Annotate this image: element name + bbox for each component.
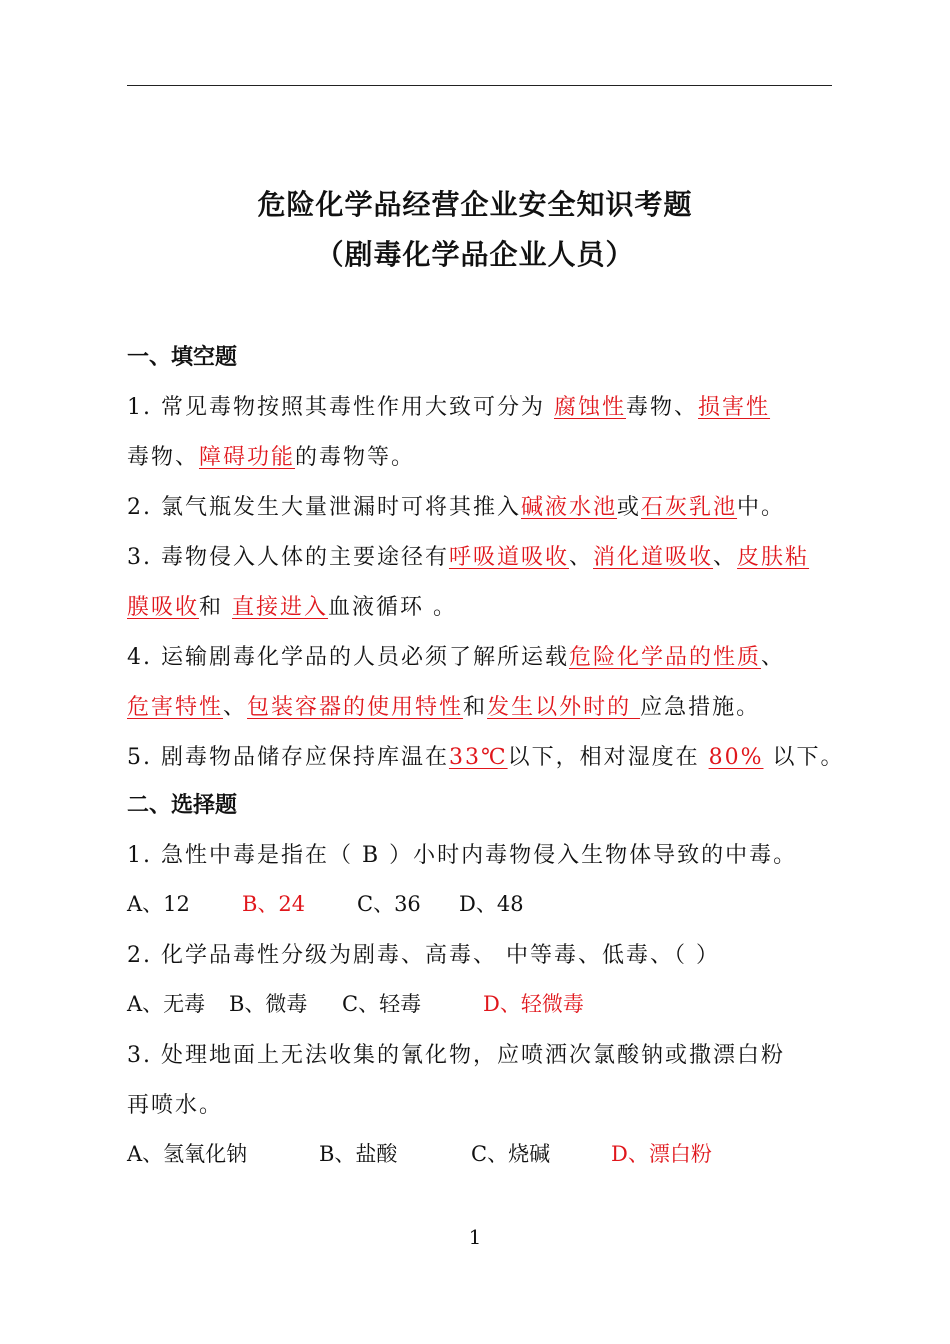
fill-q4-line2: 危害特性、包装容器的使用特性和发生以外时的 应急措施。	[127, 695, 761, 720]
section-heading-choice: 二、选择题	[127, 793, 238, 818]
option-c: C、36	[357, 892, 421, 916]
option-a: A、12	[127, 892, 190, 916]
choice-q1-text: 1. 急性中毒是指在（ B ）小时内毒物侵入生物体导致的中毒。	[127, 843, 798, 868]
fill-q2: 2. 氯气瓶发生大量泄漏时可将其推入碱液水池或石灰乳池中。	[127, 495, 786, 520]
fill-q4-line1: 4. 运输剧毒化学品的人员必须了解所运载危险化学品的性质、	[127, 645, 786, 670]
fill-q3-line2: 膜吸收和 直接进入血液循环 。	[127, 595, 458, 620]
fill-q1-line2: 毒物、障碍功能的毒物等。	[127, 445, 416, 470]
option-d-correct: D、漂白粉	[611, 1142, 712, 1166]
answer: 危害特性	[127, 695, 224, 720]
document-subtitle: （剧毒化学品企业人员）	[315, 238, 635, 271]
fill-q1-line1: 1. 常见毒物按照其毒性作用大致可分为 腐蚀性毒物、损害性	[127, 395, 771, 420]
answer: 消化道吸收	[593, 545, 714, 570]
answer: 石灰乳池	[641, 495, 738, 520]
option-c: C、轻毒	[342, 992, 422, 1016]
option-b: B、微毒	[229, 992, 308, 1016]
answer: 障碍功能	[199, 445, 296, 470]
answer: 腐蚀性	[553, 395, 626, 420]
option-d-correct: D、轻微毒	[483, 992, 584, 1016]
answer: 损害性	[698, 395, 771, 420]
header-rule	[127, 85, 832, 86]
option-b-correct: B、24	[242, 892, 306, 916]
answer: 33℃	[448, 745, 508, 770]
answer: 碱液水池	[521, 495, 618, 520]
fill-q3-line1: 3. 毒物侵入人体的主要途径有呼吸道吸收、消化道吸收、皮肤粘	[127, 545, 810, 570]
answer: 膜吸收	[127, 595, 200, 620]
answer: 危险化学品的性质	[569, 645, 762, 670]
choice-q3-line1: 3. 处理地面上无法收集的氰化物，应喷洒次氯酸钠或撒漂白粉	[127, 1043, 785, 1068]
option-b: B、盐酸	[319, 1142, 398, 1166]
answer: 包装容器的使用特性	[247, 695, 464, 720]
document-title: 危险化学品经营企业安全知识考题	[257, 188, 693, 221]
choice-q3-line2: 再喷水。	[127, 1093, 224, 1118]
option-d: D、48	[459, 892, 524, 916]
section-heading-fill: 一、填空题	[127, 345, 238, 370]
choice-q2-text: 2. 化学品毒性分级为剧毒、高毒、 中等毒、低毒、（ ）	[127, 943, 720, 968]
page-number: 1	[468, 1225, 482, 1249]
option-a: A、无毒	[127, 992, 206, 1016]
fill-q5: 5. 剧毒物品储存应保持库温在33℃以下，相对湿度在 80% 以下。	[127, 745, 845, 770]
answer: 皮肤粘	[737, 545, 810, 570]
option-c: C、烧碱	[471, 1142, 551, 1166]
option-a: A、氢氧化钠	[127, 1142, 248, 1166]
answer: 发生以外时的	[487, 695, 641, 720]
answer: 80%	[708, 745, 764, 770]
answer: 直接进入	[232, 595, 329, 620]
answer: 呼吸道吸收	[448, 545, 569, 570]
